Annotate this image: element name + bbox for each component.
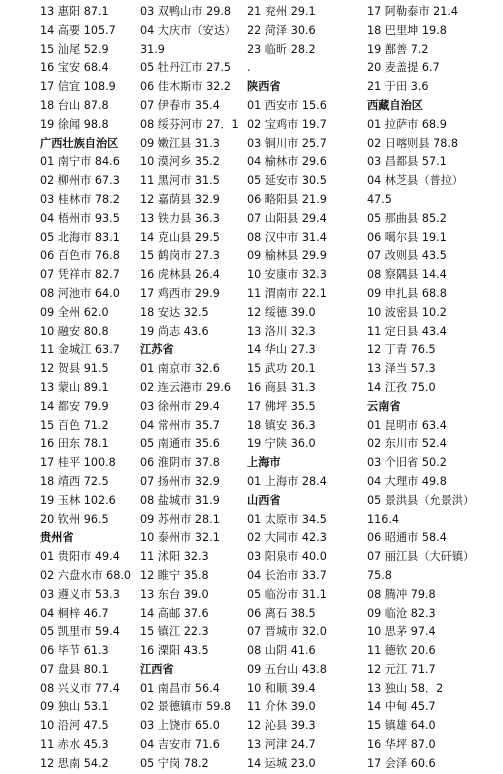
station-entry: 03 徐州市 29.4 — [140, 399, 220, 413]
station-entry: 03 个旧省 50.2 — [367, 456, 447, 470]
station-entry: 08 腾冲 79.8 — [367, 587, 436, 601]
station-entry: 04 长治市 33.7 — [247, 568, 327, 582]
station-entry: 16 华坪 87.0 — [367, 738, 436, 752]
station-entry: 07 扬州市 32.9 — [140, 474, 220, 488]
station-entry: 19 尚志 43.6 — [140, 324, 209, 338]
station-entry: 09 全州 62.0 — [40, 305, 109, 319]
region-heading: 陕西省 — [247, 80, 281, 94]
station-entry: 06 略阳县 21.9 — [247, 192, 327, 206]
station-entry: 14 华山 27.3 — [247, 343, 316, 357]
station-entry: 01 南昌市 56.4 — [140, 681, 220, 695]
text-column-1 — [40, 3, 140, 774]
station-entry: 13 惠阳 87.1 — [40, 5, 109, 18]
station-entry: 14 高要 105.7 — [40, 23, 116, 37]
station-entry: 10 波密县 10.2 — [367, 305, 447, 319]
station-entry: 17 会泽 60.6 — [367, 756, 436, 770]
station-entry: 07 丽江县（大矸镇） — [367, 550, 475, 564]
station-entry: 02 柳州市 67.3 — [40, 174, 120, 188]
station-entry: 11 德钦 20.6 — [367, 644, 436, 658]
text-column-2 — [140, 3, 247, 774]
station-entry: 75.8 — [367, 568, 392, 582]
station-entry: 12 丁青 76.5 — [367, 343, 436, 357]
station-entry: 17 阿勒泰市 21.4 — [367, 5, 459, 18]
region-heading: 上海市 — [247, 456, 281, 470]
station-entry: 22 菏泽 30.6 — [247, 23, 316, 37]
station-entry: 13 铁力县 36.3 — [140, 211, 220, 225]
station-entry: 05 南通市 35.6 — [140, 437, 220, 451]
station-entry: 116.4 — [367, 512, 400, 526]
station-entry: 12 贺县 91.5 — [40, 362, 109, 376]
station-entry: 18 巴里坤 19.8 — [367, 23, 447, 37]
station-entry: 18 靖西 72.5 — [40, 474, 109, 488]
station-entry: 03 铜川市 25.7 — [247, 136, 327, 150]
station-entry: 11 赤水 45.3 — [40, 738, 109, 752]
station-entry: 01 拉萨市 68.9 — [367, 117, 447, 131]
station-entry: 15 汕尾 52.9 — [40, 42, 109, 56]
station-entry: 16 溧阳 43.5 — [140, 644, 209, 658]
station-entry: 13 东台 39.0 — [140, 587, 209, 601]
station-entry: 04 大理市 49.8 — [367, 474, 447, 488]
station-entry: 15 镇雄 64.0 — [367, 719, 436, 733]
station-entry: 01 西安市 15.6 — [247, 98, 327, 112]
station-entry: 17 鸡西市 29.9 — [140, 286, 220, 300]
station-entry: 47.5 — [367, 192, 392, 206]
station-entry: 11 渭南市 22.1 — [247, 286, 327, 300]
station-entry: 10 融安 80.8 — [40, 324, 109, 338]
station-entry: 20 麦盖提 6.7 — [367, 61, 440, 75]
station-entry: 06 佳木斯市 32.2 — [140, 80, 232, 94]
station-entry: 18 安达 32.5 — [140, 305, 209, 319]
station-entry: 04 林芝县（普拉） — [367, 174, 464, 188]
station-entry: 13 泽当 57.3 — [367, 362, 436, 376]
station-entry: 10 沿河 47.5 — [40, 719, 109, 733]
text-column-4 — [367, 3, 479, 774]
station-entry: 11 金城江 63.7 — [40, 343, 120, 357]
station-entry: 21 兖州 29.1 — [247, 5, 316, 18]
station-entry: 06 噶尔县 19.1 — [367, 230, 447, 244]
station-entry: 15 镇江 22.3 — [140, 625, 209, 639]
station-entry: 04 吉安市 71.6 — [140, 738, 220, 752]
station-entry: 03 双鸭山市 29.8 — [140, 5, 232, 18]
station-entry: 14 高邮 37.6 — [140, 606, 209, 620]
station-entry: 08 汉中市 31.4 — [247, 230, 327, 244]
station-entry: 18 台山 87.8 — [40, 98, 109, 112]
station-entry: 16 虎林县 26.4 — [140, 268, 220, 282]
region-heading: 江西省 — [140, 662, 174, 676]
station-entry: 17 桂平 100.8 — [40, 456, 116, 470]
station-entry: 09 申扎县 68.8 — [367, 286, 447, 300]
region-heading: 广西壮族自治区 — [40, 136, 119, 150]
station-entry: 08 盐城市 31.9 — [140, 493, 220, 507]
station-entry: 10 安康市 32.3 — [247, 268, 327, 282]
text-column-3 — [247, 3, 367, 774]
station-entry: 02 日喀则县 78.8 — [367, 136, 459, 150]
station-entry: 03 遵义市 53.3 — [40, 587, 120, 601]
station-entry: 08 兴义市 77.4 — [40, 681, 120, 695]
station-entry: 14 中甸 45.7 — [367, 700, 436, 714]
station-entry: 08 山阴 41.6 — [247, 644, 316, 658]
station-entry: 14 克山县 29.5 — [140, 230, 220, 244]
station-entry: 04 大庆市（安达） — [140, 23, 237, 37]
station-entry: 07 伊春市 35.4 — [140, 98, 220, 112]
station-entry: 10 和顺 39.4 — [247, 681, 316, 695]
station-entry: 09 五台山 43.8 — [247, 662, 327, 676]
station-entry: 20 钦州 96.5 — [40, 512, 109, 526]
station-entry: 05 临汾市 31.1 — [247, 587, 327, 601]
station-entry: 19 鄯善 7.2 — [367, 42, 429, 56]
station-entry: 02 景德镇市 59.8 — [140, 700, 232, 714]
station-entry: 01 昆明市 63.4 — [367, 418, 447, 432]
station-entry: 07 改则县 43.5 — [367, 249, 447, 263]
station-entry: 10 漠河乡 35.2 — [140, 155, 220, 169]
region-heading: 山西省 — [247, 493, 281, 507]
station-entry: 11 沭阳 32.3 — [140, 550, 209, 564]
station-entry: 06 离石 38.5 — [247, 606, 316, 620]
station-entry: 15 百色 71.2 — [40, 418, 109, 432]
station-entry: 09 临沧 82.3 — [367, 606, 436, 620]
station-entry: 17 佛坪 35.5 — [247, 399, 316, 413]
station-entry: 12 思南 54.2 — [40, 756, 109, 770]
station-entry: 03 桂林市 78.2 — [40, 192, 120, 206]
station-entry: 01 上海市 28.4 — [247, 474, 327, 488]
station-entry: 02 六盘水市 68.0 — [40, 568, 132, 582]
station-entry: 19 徐闻 98.8 — [40, 117, 109, 131]
station-entry: 06 淮阴市 37.8 — [140, 456, 220, 470]
station-entry: 03 上饶市 65.0 — [140, 719, 220, 733]
station-entry: 13 洛川 32.3 — [247, 324, 316, 338]
station-entry: 10 思茅 97.4 — [367, 625, 436, 639]
station-entry: 01 太原市 34.5 — [247, 512, 327, 526]
station-entry: 23 临昕 28.2 — [247, 42, 316, 56]
station-entry: 09 嫩江县 31.3 — [140, 136, 220, 150]
station-entry: 13 蒙山 89.1 — [40, 380, 109, 394]
station-entry: 05 宁岗 78.2 — [140, 756, 209, 770]
station-entry: 14 江孜 75.0 — [367, 380, 436, 394]
station-entry: 06 毕节 61.3 — [40, 644, 109, 658]
station-entry: 21 于田 3.6 — [367, 80, 429, 94]
station-entry: 11 介休 39.0 — [247, 700, 316, 714]
station-entry: 04 常州市 35.7 — [140, 418, 220, 432]
station-entry: 17 信宜 108.9 — [40, 80, 116, 94]
station-entry: 11 黑河市 31.5 — [140, 174, 220, 188]
station-entry: 02 连云港市 29.6 — [140, 380, 232, 394]
station-entry: 05 北海市 83.1 — [40, 230, 120, 244]
station-entry: 19 宁陕 36.0 — [247, 437, 316, 451]
station-entry: 07 盘县 80.1 — [40, 662, 109, 676]
station-entry: 08 察隅县 14.4 — [367, 268, 447, 282]
station-entry: 05 延安市 30.5 — [247, 174, 327, 188]
station-entry: 03 阳泉市 40.0 — [247, 550, 327, 564]
station-entry: 07 山阳县 29.4 — [247, 211, 327, 225]
station-entry: . — [247, 61, 251, 75]
station-entry: 02 东川市 52.4 — [367, 437, 447, 451]
station-entry: 04 桐梓 46.7 — [40, 606, 109, 620]
station-entry: 08 绥芬河市 27．1 — [140, 117, 239, 131]
region-heading: 西藏自治区 — [367, 98, 423, 112]
station-entry: 02 宝鸡市 19.7 — [247, 117, 327, 131]
station-entry: 04 榆林市 29.6 — [247, 155, 327, 169]
station-entry: 19 玉林 102.6 — [40, 493, 116, 507]
station-entry: 11 定日县 43.4 — [367, 324, 447, 338]
station-entry: 12 元江 71.7 — [367, 662, 436, 676]
station-entry: 01 南宁市 84.6 — [40, 155, 120, 169]
region-heading: 贵州省 — [40, 531, 74, 545]
station-entry: 09 苏州市 28.1 — [140, 512, 220, 526]
station-entry: 12 绥德 39.0 — [247, 305, 316, 319]
station-entry: 08 河池市 64.0 — [40, 286, 120, 300]
station-entry: 05 那曲县 85.2 — [367, 211, 447, 225]
station-entry: 10 泰州市 32.1 — [140, 531, 220, 545]
station-entry: 12 沁县 39.3 — [247, 719, 316, 733]
station-entry: 13 河津 24.7 — [247, 738, 316, 752]
station-entry: 15 武功 20.1 — [247, 362, 316, 376]
station-entry: 05 牡丹江市 27.5 — [140, 61, 232, 75]
station-entry: 07 凭祥市 82.7 — [40, 268, 120, 282]
station-entry: 03 昌都县 57.1 — [367, 155, 447, 169]
station-entry: 16 宝安 68.4 — [40, 61, 109, 75]
station-entry: 01 贵阳市 49.4 — [40, 550, 120, 564]
station-entry: 12 嘉荫县 32.9 — [140, 192, 220, 206]
station-entry: 06 百色市 76.8 — [40, 249, 120, 263]
region-heading: 云南省 — [367, 399, 401, 413]
station-entry: 06 昭通市 58.4 — [367, 531, 447, 545]
station-entry: 01 南京市 32.6 — [140, 362, 220, 376]
station-entry: 14 运城 23.0 — [247, 756, 316, 770]
station-entry: 05 景洪县（允景洪） — [367, 493, 475, 507]
station-entry: 02 大同市 42.3 — [247, 531, 327, 545]
station-entry: 09 独山 53.1 — [40, 700, 109, 714]
station-entry: 04 梧州市 93.5 — [40, 211, 120, 225]
station-entry: 05 凯里市 59.4 — [40, 625, 120, 639]
station-entry: 13 独山 58．2 — [367, 681, 444, 695]
station-entry: 12 睢宁 35.8 — [140, 568, 209, 582]
station-entry: 18 镇安 36.3 — [247, 418, 316, 432]
region-heading: 江苏省 — [140, 343, 174, 357]
station-entry: 16 田东 78.1 — [40, 437, 109, 451]
station-entry: 31.9 — [140, 42, 165, 56]
station-entry: 09 榆林县 29.9 — [247, 249, 327, 263]
station-entry: 16 商县 31.3 — [247, 380, 316, 394]
station-entry: 07 晋城市 32.0 — [247, 625, 327, 639]
station-entry: 14 都安 79.9 — [40, 399, 109, 413]
station-entry: 15 鹤岗市 27.3 — [140, 249, 220, 263]
